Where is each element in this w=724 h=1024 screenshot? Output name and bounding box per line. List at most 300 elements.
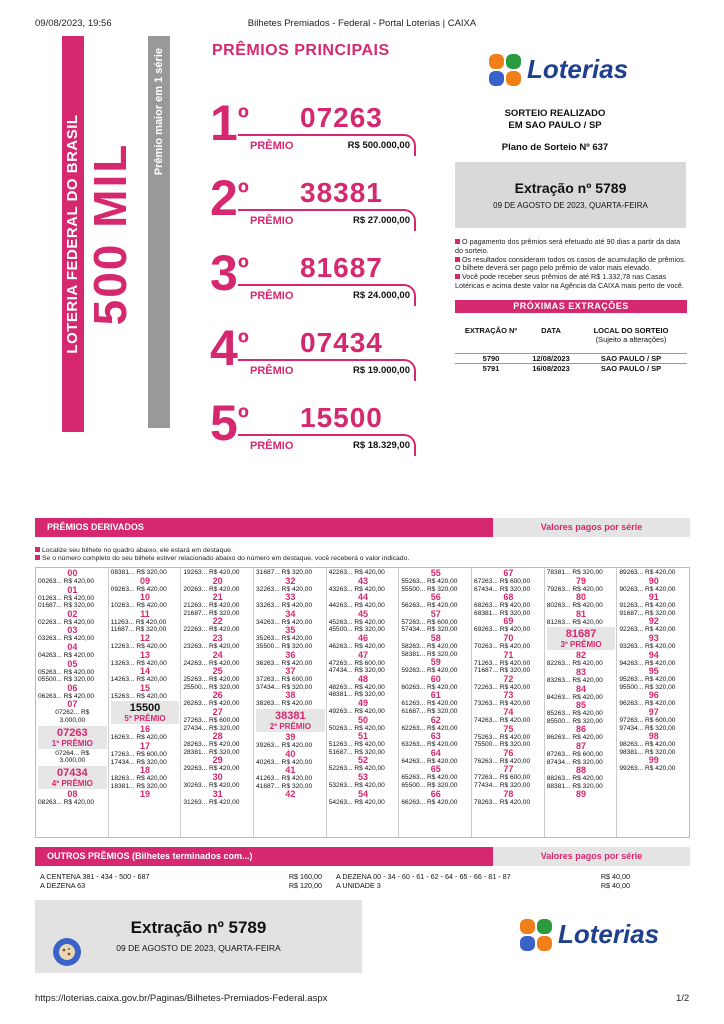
derived-line: 57434... R$ 320,00 [401, 626, 458, 634]
prize-5 [210, 395, 420, 462]
derived-line: 26263... R$ 420,00 [183, 700, 240, 708]
derived-line: 78381... R$ 320,00 [546, 569, 603, 576]
highlight-value: 07263 [57, 726, 88, 739]
prize-label: PRÊMIO [250, 440, 294, 452]
derived-line: 67434... R$ 320,00 [474, 585, 531, 593]
proxima-n: 5791 [482, 364, 500, 373]
derived-line: 41263... R$ 420,00 [256, 775, 313, 783]
derived-line: 17263... R$ 600,00 [110, 750, 167, 758]
derived-line: 85263... R$ 420,00 [546, 710, 603, 718]
dezena-header: 80 [576, 592, 587, 603]
outros-value: R$ 160,00 [288, 872, 322, 881]
dezena-header: 76 [503, 747, 514, 758]
note: Localize seu bilhete no quadro abaixo, ele estará em destaque. [35, 547, 409, 555]
derived-line: 78263... R$ 420,00 [474, 798, 531, 806]
dezena-header: 25 [212, 666, 223, 677]
dezena-header: 13 [140, 649, 151, 660]
derived-line: 35263... R$ 420,00 [256, 635, 313, 643]
prize-ordinal: $3^º$ [210, 245, 249, 301]
outros-row [40, 873, 630, 882]
derived-line: 01263... R$ 420,00 [38, 594, 95, 602]
dezena-header: 73 [503, 690, 514, 701]
dezena-header: 63 [430, 731, 441, 742]
dezena-header: 60 [430, 673, 441, 684]
derived-line: 12263... R$ 420,00 [110, 642, 167, 650]
proximas-title: PRÓXIMAS EXTRAÇÕES [455, 300, 687, 313]
derived-line: 55500... R$ 320,00 [401, 585, 458, 593]
derived-line: 87434... R$ 320,00 [546, 758, 603, 766]
dezena-header: 10 [140, 592, 151, 603]
dezena-header: 71 [503, 649, 514, 660]
derived-line: 68263... R$ 420,00 [474, 602, 531, 610]
derived-line: 29263... R$ 420,00 [183, 765, 240, 773]
derived-line: 54263... R$ 420,00 [328, 798, 385, 806]
derived-line: 34263... R$ 420,00 [256, 618, 313, 626]
dezena-header: 01 [67, 584, 78, 595]
derived-grid [35, 567, 690, 838]
dezena-header: 24 [212, 649, 223, 660]
dezena-header: 64 [430, 747, 441, 758]
dezena-header: 98 [648, 731, 659, 742]
dezena-header: 74 [503, 706, 514, 717]
sorteio-line1: SORTEIO REALIZADO [504, 108, 606, 119]
outros-value: R$ 40,00 [600, 872, 630, 881]
dezena-header: 93 [648, 632, 659, 643]
prize-ordinal: $1^º$ [210, 95, 249, 151]
derived-line: 48263... R$ 420,00 [328, 683, 385, 691]
dezena-header: 05 [67, 658, 78, 669]
derived-line: 95263... R$ 420,00 [619, 676, 676, 684]
derived-line: 86263... R$ 420,00 [546, 734, 603, 742]
derived-line: 09263... R$ 420,00 [110, 585, 167, 593]
loterias-logo-footer [518, 917, 688, 953]
derived-line: 01687... R$ 320,00 [38, 602, 95, 610]
dezena-header: 23 [212, 632, 223, 643]
derived-line: 19263... R$ 420,00 [183, 569, 240, 576]
grid-column [399, 568, 472, 837]
prize-ordinal: $5^º$ [210, 395, 249, 451]
dezena-header: 59 [430, 657, 441, 668]
derived-line: 37434... R$ 320,00 [256, 683, 313, 691]
derived-line: 11687... R$ 320,00 [110, 626, 167, 634]
prize-number: 07434 [300, 327, 383, 358]
derived-line: 77434... R$ 320,00 [474, 781, 531, 789]
derived-line: 56263... R$ 420,00 [401, 602, 458, 610]
derived-right: Valores pagos por série [493, 518, 690, 537]
highlight-value: 38381 [275, 709, 306, 722]
derived-line: 31687... R$ 320,00 [256, 569, 313, 576]
dezena-header: 54 [358, 788, 369, 799]
vertical-banner-text: LOTERIA FEDERAL DO BRASIL [64, 114, 81, 354]
note: Você pode receber seus prêmios de até R$ 1.332,78 nas Casas Lotéricas e acima deste valor na Agência da CAIXA mais perto de você. [455, 272, 684, 290]
derived-line: 47434... R$ 320,00 [328, 667, 385, 675]
derived-line: 96263... R$ 420,00 [619, 700, 676, 708]
derived-line: 71263... R$ 420,00 [474, 659, 531, 667]
proxima-row [455, 353, 687, 363]
derived-line: 92263... R$ 420,00 [619, 626, 676, 634]
derived-line: 91687... R$ 320,00 [619, 609, 676, 617]
grid-column [181, 568, 254, 837]
derived-line: 88263... R$ 420,00 [546, 775, 603, 783]
derived-band [35, 518, 690, 537]
dezena-header: 47 [358, 649, 369, 660]
derived-line: 71687... R$ 320,00 [474, 667, 531, 675]
col-data: DATA [541, 326, 561, 335]
derived-line: 48381... R$ 320,00 [328, 691, 385, 699]
highlight-prize: 2º PRÊMIO [269, 721, 311, 731]
derived-line: 28381... R$ 320,00 [183, 748, 240, 756]
prize-ordinal: $2^º$ [210, 170, 249, 226]
derived-line: 74263... R$ 420,00 [474, 716, 531, 724]
dezena-header: 31 [212, 788, 223, 799]
prize-number: 07263 [300, 102, 383, 133]
grid-column [254, 568, 327, 837]
outros-right: Valores pagos por série [493, 847, 690, 866]
derived-line: 25263... R$ 420,00 [183, 676, 240, 684]
derived-line: 98263... R$ 420,00 [619, 741, 676, 749]
dezena-header: 15 [140, 682, 151, 693]
dezena-header: 33 [285, 592, 296, 603]
dezena-header: 96 [648, 690, 659, 701]
derived-line: 32263... R$ 420,00 [256, 585, 313, 593]
derived-line: 27434... R$ 320,00 [183, 724, 240, 732]
derived-line: 16263... R$ 420,00 [110, 734, 167, 742]
derived-line: 84263... R$ 420,00 [546, 693, 603, 701]
dezena-header: 08 [67, 788, 78, 799]
derived-line: 88381... R$ 320,00 [546, 782, 603, 790]
dezena-header: 61 [430, 690, 441, 701]
prize-value: R$ 19.000,00 [352, 365, 410, 376]
dezena-header: 37 [285, 666, 296, 677]
derived-line: 42263... R$ 420,00 [328, 569, 385, 576]
dezena-header: 66 [430, 788, 441, 799]
dezena-header: 58 [430, 632, 441, 643]
vertical-banner [62, 36, 84, 432]
derived-line: 51263... R$ 420,00 [328, 741, 385, 749]
dezena-header: 03 [67, 625, 78, 636]
extracao-date: 09 DE AGOSTO DE 2023, QUARTA-FEIRA [493, 201, 648, 210]
dezena-header: 62 [430, 714, 441, 725]
derived-line: 22263... R$ 420,00 [183, 626, 240, 634]
dezena-header: 55 [430, 568, 441, 578]
derived-line: 55263... R$ 420,00 [401, 578, 458, 585]
dezena-header: 11 [140, 608, 150, 619]
dezena-header: 90 [648, 575, 659, 586]
derived-line: 59263... R$ 420,00 [401, 667, 458, 675]
grid-column [472, 568, 545, 837]
dezena-header: 88 [576, 765, 587, 776]
page-url: https://loterias.caixa.gov.br/Paginas/Bilhetes-Premiados-Federal.aspx [35, 993, 328, 1004]
derived-line: 18263... R$ 420,00 [110, 775, 167, 783]
dezena-header: 51 [358, 731, 369, 742]
derived-line: 37263... R$ 600,00 [256, 676, 313, 684]
outros-band [35, 847, 690, 866]
outros-desc: A DEZENA 00 - 34 - 60 - 61 - 62 - 64 - 65 - 66 - 81 - 87 [336, 872, 511, 881]
extracao-box [455, 162, 686, 228]
derived-line: 52263... R$ 420,00 [328, 765, 385, 773]
grid-column [36, 568, 109, 837]
derived-line: 72263... R$ 420,00 [474, 683, 531, 691]
logo-text: Loterias [558, 919, 660, 949]
highlight-prize: 3º PRÊMIO [560, 640, 602, 650]
derived-line: 62263... R$ 420,00 [401, 724, 458, 732]
grid-column [327, 568, 400, 837]
derived-line: 97434... R$ 320,00 [619, 724, 676, 732]
derived-line: 10263... R$ 420,00 [110, 602, 167, 610]
dezena-header: 79 [576, 575, 587, 586]
derived-line: 25500... R$ 320,00 [183, 683, 240, 691]
derived-line: 49263... R$ 420,00 [328, 707, 385, 715]
derived-line: 53263... R$ 420,00 [328, 781, 385, 789]
derived-line: 67263... R$ 600,00 [474, 578, 531, 585]
derived-line: 65500... R$ 320,00 [401, 781, 458, 789]
derived-line: 24263... R$ 420,00 [183, 659, 240, 667]
col-local: LOCAL DO SORTEIO [593, 326, 669, 335]
dezena-header: 02 [67, 608, 78, 619]
derived-line: 81263... R$ 420,00 [546, 618, 603, 626]
derived-line: 87263... R$ 600,00 [546, 750, 603, 758]
derived-line: 21687... R$ 320,00 [183, 609, 240, 617]
outros-desc: A CENTENA 381 - 434 - 500 - 687 [40, 872, 150, 881]
derived-line: 08381... R$ 320,00 [110, 569, 167, 576]
dezena-header: 86 [576, 724, 587, 735]
dezena-header: 56 [430, 592, 441, 603]
proxima-date: 16/08/2023 [532, 364, 570, 373]
derived-line: 23263... R$ 420,00 [183, 642, 240, 650]
derived-line: 45263... R$ 420,00 [328, 618, 385, 626]
prize-number: 15500 [300, 402, 383, 433]
derived-line: 18381... R$ 320,00 [110, 782, 167, 790]
derived-line: 61263... R$ 420,00 [401, 700, 458, 708]
dezena-header: 07 [67, 699, 78, 710]
dezena-header: 16 [140, 724, 151, 735]
page-number: 1/2 [676, 993, 690, 1004]
dezena-header: 09 [140, 575, 151, 586]
dezena-header: 87 [576, 740, 587, 751]
dezena-header: 29 [212, 755, 223, 766]
dezena-header: 27 [212, 706, 223, 717]
derived-line: 44263... R$ 420,00 [328, 602, 385, 610]
dezena-header: 94 [648, 649, 659, 660]
derived-line: 95500... R$ 320,00 [619, 683, 676, 691]
highlight-prize: 5º PRÊMIO [124, 714, 166, 724]
derived-line: 79263... R$ 420,00 [546, 585, 603, 593]
dezena-header: 18 [140, 765, 151, 776]
prize-1 [210, 95, 420, 162]
proxima-local: SAO PAULO / SP [600, 364, 662, 373]
derived-line: 17434... R$ 320,00 [110, 758, 167, 766]
prize-value: R$ 500.000,00 [347, 140, 410, 151]
proxima-date: 12/08/2023 [532, 354, 570, 363]
sub-banner [148, 36, 170, 428]
prize-number: 81687 [300, 252, 383, 283]
derived-line: 77263... R$ 600,00 [474, 774, 531, 782]
prize-3 [210, 245, 420, 312]
derived-line: 80263... R$ 420,00 [546, 602, 603, 610]
derived-line: 08263... R$ 420,00 [38, 798, 95, 806]
derived-line: 33263... R$ 420,00 [256, 602, 313, 610]
derived-line: 38263... R$ 420,00 [256, 700, 313, 708]
derived-line: 04263... R$ 420,00 [38, 651, 95, 659]
outros-table [40, 873, 630, 890]
dezena-header: 45 [358, 608, 369, 619]
highlight-value: 81687 [565, 628, 597, 641]
derived-line: 51687... R$ 320,00 [328, 748, 385, 756]
derived-line: 30263... R$ 420,00 [183, 781, 240, 789]
derived-line: 21263... R$ 420,00 [183, 602, 240, 610]
dezena-header: 06 [67, 682, 78, 693]
dezena-header: 72 [503, 673, 514, 684]
grid-column [545, 568, 618, 837]
derived-line: 3.000,00 [59, 757, 86, 765]
derived-line: 91263... R$ 420,00 [619, 602, 676, 610]
dezena-header: 46 [358, 632, 369, 643]
derived-line: 00263... R$ 420,00 [38, 578, 95, 585]
dezena-header: 89 [576, 789, 587, 800]
derived-line: 15263... R$ 420,00 [110, 692, 167, 700]
highlight-number [256, 709, 325, 732]
derived-line: 66263... R$ 420,00 [401, 798, 458, 806]
outros-desc: A DEZENA 63 [40, 880, 86, 890]
big-prize-text: 500 MIL [84, 142, 136, 326]
derived-line: 85500... R$ 320,00 [546, 717, 603, 725]
highlight-value: 15500 [129, 702, 161, 715]
dezena-header: 36 [285, 649, 296, 660]
outros-value: R$ 120,00 [288, 880, 322, 890]
derived-line: 45500... R$ 320,00 [328, 626, 385, 634]
dezena-header: 30 [212, 771, 223, 782]
dezena-header: 65 [430, 764, 441, 775]
prize-2 [210, 170, 420, 237]
note: Se o número completo do seu bilhete estiver relacionado abaixo do número em destaque, você receberá o valor indicado. [35, 555, 409, 563]
sorteio-line2: EM SAO PAULO / SP [508, 120, 602, 131]
derived-line: 57263... R$ 600,00 [401, 618, 458, 626]
derived-line: 61687... R$ 320,00 [401, 707, 458, 715]
prize-label: PRÊMIO [250, 140, 294, 152]
dezena-header: 53 [358, 771, 369, 782]
outros-desc: A UNIDADE 3 [336, 880, 381, 890]
col-extracao: EXTRAÇÃO Nº [464, 326, 518, 335]
dezena-header: 99 [648, 755, 659, 766]
derived-line: 3.000,00 [59, 716, 86, 724]
footer-extracao-title: Extração nº 5789 [130, 918, 267, 937]
dezena-header: 92 [648, 616, 659, 627]
derived-line: 75500... R$ 320,00 [474, 741, 531, 749]
highlight-number [547, 627, 616, 650]
dezena-header: 70 [503, 632, 514, 643]
derived-line: 69263... R$ 420,00 [474, 626, 531, 634]
print-datetime: 09/08/2023, 19:56 [35, 18, 112, 29]
grid-column [617, 568, 689, 837]
derived-line: 70263... R$ 420,00 [474, 642, 531, 650]
outros-title: OUTROS PRÊMIOS (Bilhetes terminados com...) [35, 847, 493, 866]
derived-line: 94263... R$ 420,00 [619, 659, 676, 667]
dezena-header: 57 [430, 608, 441, 619]
derived-line: 39263... R$ 420,00 [256, 741, 313, 749]
dezena-header: 14 [140, 666, 151, 677]
grid-column [109, 568, 182, 837]
derived-line: 64263... R$ 420,00 [401, 757, 458, 765]
derived-line: 28263... R$ 420,00 [183, 741, 240, 749]
dezena-header: 35 [285, 625, 296, 636]
highlight-number [38, 726, 107, 749]
prize-4 [210, 320, 420, 387]
dezena-header: 78 [503, 788, 514, 799]
derived-line: 47263... R$ 600,00 [328, 659, 385, 667]
derived-line: 05500... R$ 320,00 [38, 676, 95, 684]
derived-line: 76263... R$ 420,00 [474, 757, 531, 765]
dezena-header: 75 [503, 723, 514, 734]
highlight-prize: 1º PRÊMIO [51, 738, 93, 748]
derived-line: 97263... R$ 600,00 [619, 716, 676, 724]
dezena-header: 34 [285, 608, 296, 619]
derived-title: PRÊMIOS DERIVADOS [35, 518, 493, 537]
dezena-header: 52 [358, 755, 369, 766]
derived-line: 31263... R$ 420,00 [183, 798, 240, 806]
proximas-table [455, 326, 687, 373]
extracao-title: Extração nº 5789 [514, 180, 627, 196]
highlight-number [111, 701, 180, 724]
derived-line: 58263... R$ 420,00 [401, 642, 458, 650]
derived-line: 90263... R$ 420,00 [619, 585, 676, 593]
derived-line: 89263... R$ 420,00 [619, 569, 676, 576]
footer-extracao [35, 900, 362, 973]
derived-line: 02263... R$ 420,00 [38, 618, 95, 626]
outros-row [40, 882, 630, 891]
dezena-header: 41 [285, 765, 296, 776]
dezena-header: 48 [358, 673, 369, 684]
dezena-header: 12 [140, 632, 151, 643]
dezena-header: 00 [67, 568, 78, 578]
clover-icon [487, 52, 523, 88]
payment-notes [455, 238, 687, 291]
prize-value: R$ 24.000,00 [352, 290, 410, 301]
dezena-header: 17 [140, 740, 151, 751]
dezena-header: 19 [140, 789, 151, 800]
derived-line: 27263... R$ 600,00 [183, 716, 240, 724]
derived-line: 75263... R$ 420,00 [474, 733, 531, 741]
prize-number: 38381 [300, 177, 383, 208]
derived-line: 82263... R$ 420,00 [546, 660, 603, 668]
dezena-header: 85 [576, 700, 587, 711]
derived-line: 68381... R$ 320,00 [474, 609, 531, 617]
dezena-header: 22 [212, 616, 223, 627]
dezena-header: 44 [358, 592, 369, 603]
derived-line: 11263... R$ 420,00 [110, 618, 167, 626]
derived-line: 50263... R$ 420,00 [328, 724, 385, 732]
derived-line: 03263... R$ 420,00 [38, 635, 95, 643]
derived-line: 46263... R$ 420,00 [328, 642, 385, 650]
dezena-header: 40 [285, 748, 296, 759]
dezena-header: 69 [503, 616, 514, 627]
proxima-row [455, 363, 687, 373]
dezena-header: 95 [648, 666, 659, 677]
big-prize-banner [84, 36, 136, 432]
dezena-header: 39 [285, 731, 296, 742]
dezena-header: 21 [212, 592, 223, 603]
dezena-header: 82 [576, 650, 587, 661]
main-prizes-title: PRÊMIOS PRINCIPAIS [212, 42, 390, 59]
derived-line: 58381... R$ 320,00 [401, 650, 458, 658]
derived-line: 43263... R$ 420,00 [328, 585, 385, 593]
derived-line: 13263... R$ 420,00 [110, 659, 167, 667]
dezena-header: 83 [576, 666, 587, 677]
dezena-header: 43 [358, 575, 369, 586]
footer-extracao-date: 09 DE AGOSTO DE 2023, QUARTA-FEIRA [116, 943, 281, 953]
prize-value: R$ 18.329,00 [352, 440, 410, 451]
derived-line: 41687... R$ 320,00 [256, 782, 313, 790]
dezena-header: 97 [648, 706, 659, 717]
